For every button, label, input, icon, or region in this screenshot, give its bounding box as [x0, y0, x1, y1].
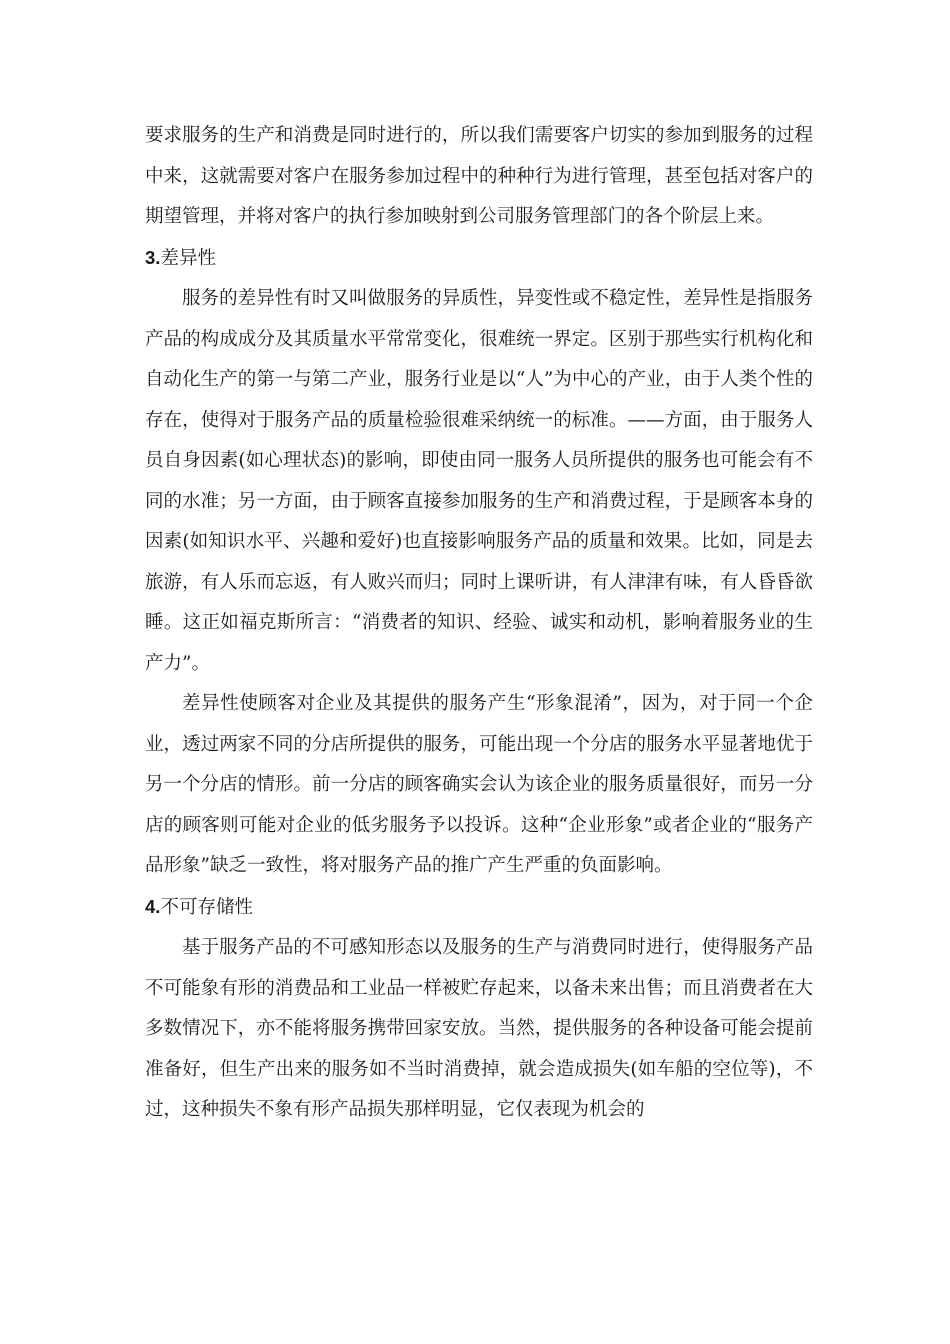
paragraph-variability-impact: 差异性使顾客对企业及其提供的服务产生“形象混淆”，因为，对于同一个企业，透过两家不同的分店所提供的服务，可能出现一个分店的服务水平显著地优于另一个分店的情形。前一分店的顾客确实会认为该企业的服务质量很好，而另一分店的顾客则可能对企业的低劣服务予以投诉。这种“企业形象”或者企业的“服务产品形象”缺乏一致性，将对服务产品的推广产生严重的负面影响。 [145, 693, 813, 876]
section-number: 3. [145, 246, 161, 268]
section-title: 差异性 [160, 247, 216, 269]
section-number: 4. [145, 895, 161, 917]
paragraph-variability-definition: 服务的差异性有时又叫做服务的异质性，异变性或不稳定性，差异性是指服务产品的构成成分及其质量水平常常变化，很难统一界定。区别于那些实行机构化和自动化生产的第一与第二产业，服务行业是以“人”为中心的产业，由于人类个性的存在，使得对于服务产品的质量检验很难采纳统一的标准。——方面，由于服务人员自身因素(如心理状态)的影响，即使由同一服务人员所提供的服务也可能会有不同的水准；另一方面，由于顾客直接参加服务的生产和消费过程，于是顾客本身的因素(如知识水平、兴趣和爱好)也直接影响服务产品的质量和效果。比如，同是去旅游，有人乐而忘返，有人败兴而归；同时上课听讲，有人津津有味，有人昏昏欲睡。这正如福克斯所言：“消费者的知识、经验、诚实和动机，影响着服务业的生产力”。 [145, 288, 813, 674]
paragraph-intro: 要求服务的生产和消费是同时进行的，所以我们需要客户切实的参加到服务的过程中来，这就需要对客户在服务参加过程中的种种行为进行管理，甚至包括对客户的期望管理，并将对客户的执行参加映射到公司服务管理部门的各个阶层上来。 [145, 125, 813, 227]
section-heading-variability [145, 238, 813, 280]
document-body [145, 116, 813, 1131]
paragraph-perishability: 基于服务产品的不可感知形态以及服务的生产与消费同时进行，使得服务产品不可能象有形的消费品和工业品一样被贮存起来，以备未来出售；而且消费者在大多数情况下，亦不能将服务携带回家安放。当然，提供服务的各种设备可能会提前准备好，但生产出来的服务如不当时消费掉，就会造成损失(如车船的空位等)，不过，这种损失不象有形产品损失那样明显，它仅表现为机会的 [145, 937, 813, 1120]
section-heading-perishability [145, 887, 813, 929]
section-title: 不可存储性 [160, 896, 253, 918]
